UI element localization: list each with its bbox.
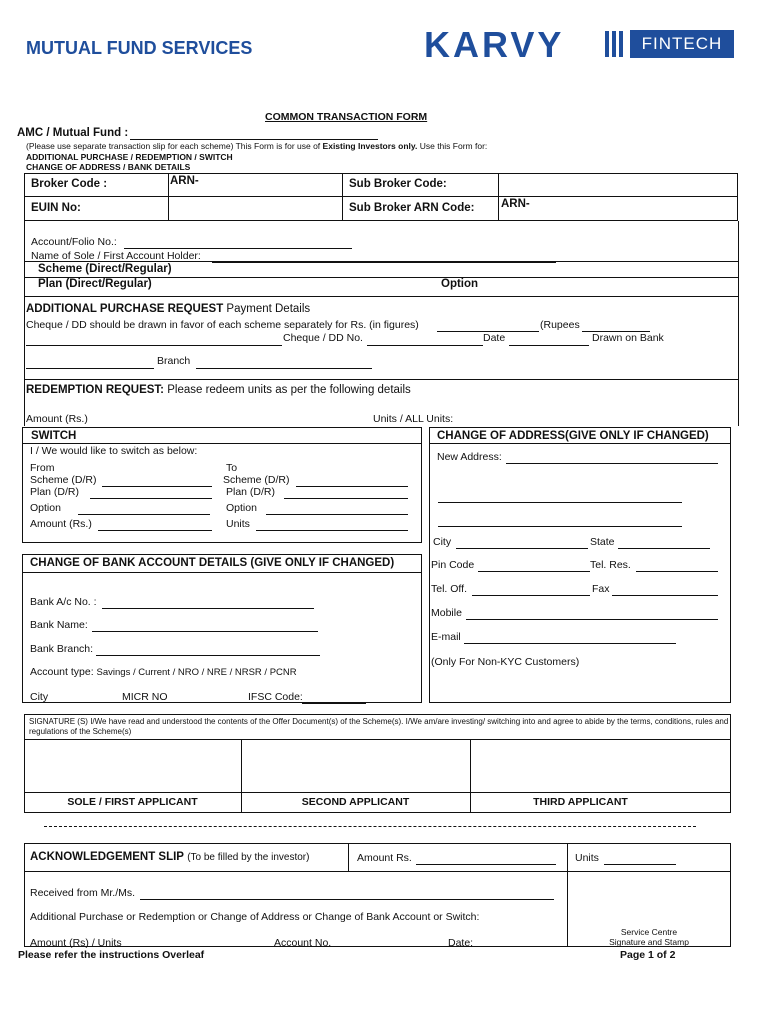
holder-label: Name of Sole / First Account Holder:	[31, 250, 201, 262]
redemption-amount-label: Amount (Rs.)	[26, 413, 88, 425]
karvy-logo-text: KARVY	[424, 24, 565, 65]
form-uses-line2: CHANGE OF ADDRESS / BANK DETAILS	[26, 162, 191, 172]
kyc-note: (Only For Non-KYC Customers)	[431, 656, 580, 668]
ack-amount-units-label: Amount (Rs) / Units	[30, 937, 122, 949]
karvy-logo	[424, 24, 736, 65]
city-input[interactable]	[456, 536, 588, 549]
sub-broker-arn-input[interactable]	[534, 203, 734, 215]
account-type-options: Savings / Current / NRO / NRE / NRSR / PCNR	[96, 667, 297, 678]
address-heading: CHANGE OF ADDRESS(GIVE ONLY IF CHANGED)	[437, 430, 709, 442]
purchase-line2-input[interactable]	[26, 333, 282, 346]
bank-ac-no-label: Bank A/c No. :	[30, 596, 97, 608]
broker-code-label: Broker Code :	[31, 178, 108, 190]
account-type-row	[30, 666, 297, 678]
ifsc-input[interactable]	[302, 691, 366, 704]
mobile-label: Mobile	[431, 607, 462, 619]
footer-page-number: Page 1 of 2	[620, 949, 676, 961]
switch-plan-from-input[interactable]	[90, 486, 212, 499]
received-from-input[interactable]	[140, 887, 554, 900]
state-input[interactable]	[618, 536, 710, 549]
switch-from-label: From	[30, 462, 55, 474]
switch-to-label: To	[226, 462, 238, 474]
second-signature-area[interactable]	[243, 741, 469, 791]
date-label: Date	[483, 332, 506, 344]
redemption-units-label: Units / ALL Units:	[373, 413, 454, 425]
switch-option-to-input[interactable]	[266, 502, 408, 515]
ack-heading-bold: ACKNOWLEDGEMENT SLIP	[30, 851, 184, 863]
cut-line	[44, 826, 696, 827]
mobile-input[interactable]	[466, 607, 718, 620]
branch-label: Branch	[157, 355, 191, 367]
amc-label: AMC / Mutual Fund :	[17, 127, 129, 139]
amc-input[interactable]	[130, 127, 378, 140]
arn-prefix: ARN-	[170, 175, 199, 187]
switch-option-from-label: Option	[30, 502, 61, 514]
email-label: E-mail	[431, 631, 461, 643]
plan-label: Plan (Direct/Regular)	[38, 278, 152, 290]
bank-branch-input[interactable]	[96, 643, 320, 656]
folio-input[interactable]	[124, 236, 352, 249]
tel-off-input[interactable]	[472, 583, 590, 596]
ack-amount-input[interactable]	[416, 852, 556, 865]
purchase-heading-bold: ADDITIONAL PURCHASE REQUEST	[26, 303, 224, 315]
sub-arn-prefix: ARN-	[501, 198, 530, 210]
micr-label: MICR NO	[122, 691, 168, 703]
third-signature-area[interactable]	[472, 741, 729, 791]
page-title: MUTUAL FUND SERVICES	[26, 38, 253, 58]
redemption-heading-suffix: Please redeem units as per the following details	[167, 384, 411, 396]
redemption-heading	[26, 384, 411, 396]
tel-res-input[interactable]	[636, 559, 718, 572]
signature-declaration: SIGNATURE (S) I/We have read and understood the contents of the Offer Document(s) of the Scheme(s). I/We am/are investing/ switching into and agree to abide by the terms, conditions, rules and regulations of the Scheme(s)	[29, 717, 729, 736]
bank-heading: CHANGE OF BANK ACCOUNT DETAILS (GIVE ONLY IF CHANGED)	[30, 557, 395, 569]
new-address-line2[interactable]	[438, 490, 682, 503]
second-applicant-label: SECOND APPLICANT	[301, 796, 410, 808]
ack-date-label: Date:	[448, 937, 474, 949]
sole-signature-area[interactable]	[26, 741, 240, 791]
note-suffix: Use this Form for:	[419, 141, 488, 151]
ack-purpose-line: Additional Purchase or Redemption or Change of Address or Change of Bank Account or Switch:	[30, 911, 480, 923]
switch-units-label: Units	[226, 518, 250, 530]
bank-branch-label: Bank Branch:	[30, 643, 94, 655]
tel-off-label: Tel. Off.	[431, 583, 467, 595]
fax-input[interactable]	[612, 583, 718, 596]
new-address-line1[interactable]	[506, 451, 718, 464]
switch-option-from-input[interactable]	[78, 502, 210, 515]
rupees-words-input[interactable]	[582, 319, 650, 332]
switch-heading: SWITCH	[31, 430, 77, 442]
broker-code-input[interactable]	[202, 180, 338, 192]
third-applicant-label: THIRD APPLICANT	[533, 796, 628, 808]
email-input[interactable]	[464, 631, 676, 644]
ack-amount-label: Amount Rs.	[357, 852, 412, 864]
cheque-date-input[interactable]	[509, 333, 589, 346]
sub-broker-arn-label: Sub Broker ARN Code:	[349, 202, 475, 214]
switch-option-to-label: Option	[226, 502, 257, 514]
switch-plan-to-input[interactable]	[284, 486, 408, 499]
purchase-heading	[26, 303, 310, 315]
account-type-label: Account type:	[30, 666, 94, 678]
ack-heading	[30, 851, 309, 863]
option-label: Option	[441, 278, 479, 290]
folio-label: Account/Folio No.:	[31, 236, 117, 248]
ack-heading-note: (To be filled by the investor)	[187, 852, 310, 863]
purchase-heading-suffix: Payment Details	[226, 303, 311, 315]
new-address-label: New Address:	[437, 451, 502, 463]
rupees-label: (Rupees	[540, 319, 580, 331]
switch-scheme-to-label: Scheme (D/R)	[223, 474, 290, 486]
note-prefix: (Please use separate transaction slip for each scheme) This Form is for use of	[26, 141, 321, 151]
sub-broker-code-label: Sub Broker Code:	[349, 178, 447, 190]
branch-input[interactable]	[196, 356, 372, 369]
fintech-badge: FINTECH	[630, 30, 734, 58]
new-address-line3[interactable]	[438, 514, 682, 527]
drawn-on-bank-label: Drawn on Bank	[592, 332, 664, 344]
switch-amount-input[interactable]	[98, 518, 212, 531]
scheme-label: Scheme (Direct/Regular)	[38, 263, 172, 275]
bank-name-label: Bank Name:	[30, 619, 88, 631]
service-centre-line2: Signature and Stamp	[609, 937, 689, 947]
ack-account-no-label: Account No.	[274, 937, 332, 949]
received-from-label: Received from Mr./Ms.	[30, 887, 136, 899]
fax-label: Fax	[592, 583, 610, 595]
switch-plan-from-label: Plan (D/R)	[30, 486, 80, 498]
bank-ac-no-input[interactable]	[102, 596, 314, 609]
switch-intro: I / We would like to switch as below:	[30, 445, 198, 457]
form-note	[26, 141, 487, 151]
cheque-label: Cheque / DD No.	[283, 332, 363, 344]
euin-label: EUIN No:	[31, 202, 81, 214]
sub-broker-code-input[interactable]	[502, 180, 734, 192]
pin-code-label: Pin Code	[431, 559, 475, 571]
redemption-heading-bold: REDEMPTION REQUEST:	[26, 384, 165, 396]
switch-amount-label: Amount (Rs.)	[30, 518, 92, 530]
switch-plan-to-label: Plan (D/R)	[226, 486, 276, 498]
bank-city-label: City	[30, 691, 49, 703]
footer-instructions: Please refer the instructions Overleaf	[18, 949, 205, 961]
bank-name-input[interactable]	[26, 356, 154, 369]
ack-units-label: Units	[575, 852, 599, 864]
cheque-no-input[interactable]	[367, 333, 483, 346]
purchase-line1: Cheque / DD should be drawn in favor of each scheme separately for Rs. (in figures)	[26, 319, 419, 331]
pin-code-input[interactable]	[478, 559, 590, 572]
state-label: State	[590, 536, 615, 548]
tel-res-label: Tel. Res.	[590, 559, 631, 571]
service-centre-line1: Service Centre	[620, 927, 678, 937]
switch-scheme-from-label: Scheme (D/R)	[30, 474, 97, 486]
purchase-amount-figures[interactable]	[437, 319, 539, 332]
switch-units-input[interactable]	[256, 518, 408, 531]
form-title: COMMON TRANSACTION FORM	[265, 111, 428, 123]
form-uses-line1: ADDITIONAL PURCHASE / REDEMPTION / SWITCH	[26, 152, 233, 162]
bank-name-field[interactable]	[92, 619, 318, 632]
note-bold: Existing Investors only.	[322, 141, 418, 151]
logo-bars-icon	[604, 31, 626, 57]
sole-applicant-label: SOLE / FIRST APPLICANT	[67, 796, 198, 808]
ifsc-label: IFSC Code:	[248, 691, 303, 703]
city-label: City	[433, 536, 452, 548]
ack-units-input[interactable]	[604, 852, 676, 865]
euin-input[interactable]	[172, 203, 338, 215]
